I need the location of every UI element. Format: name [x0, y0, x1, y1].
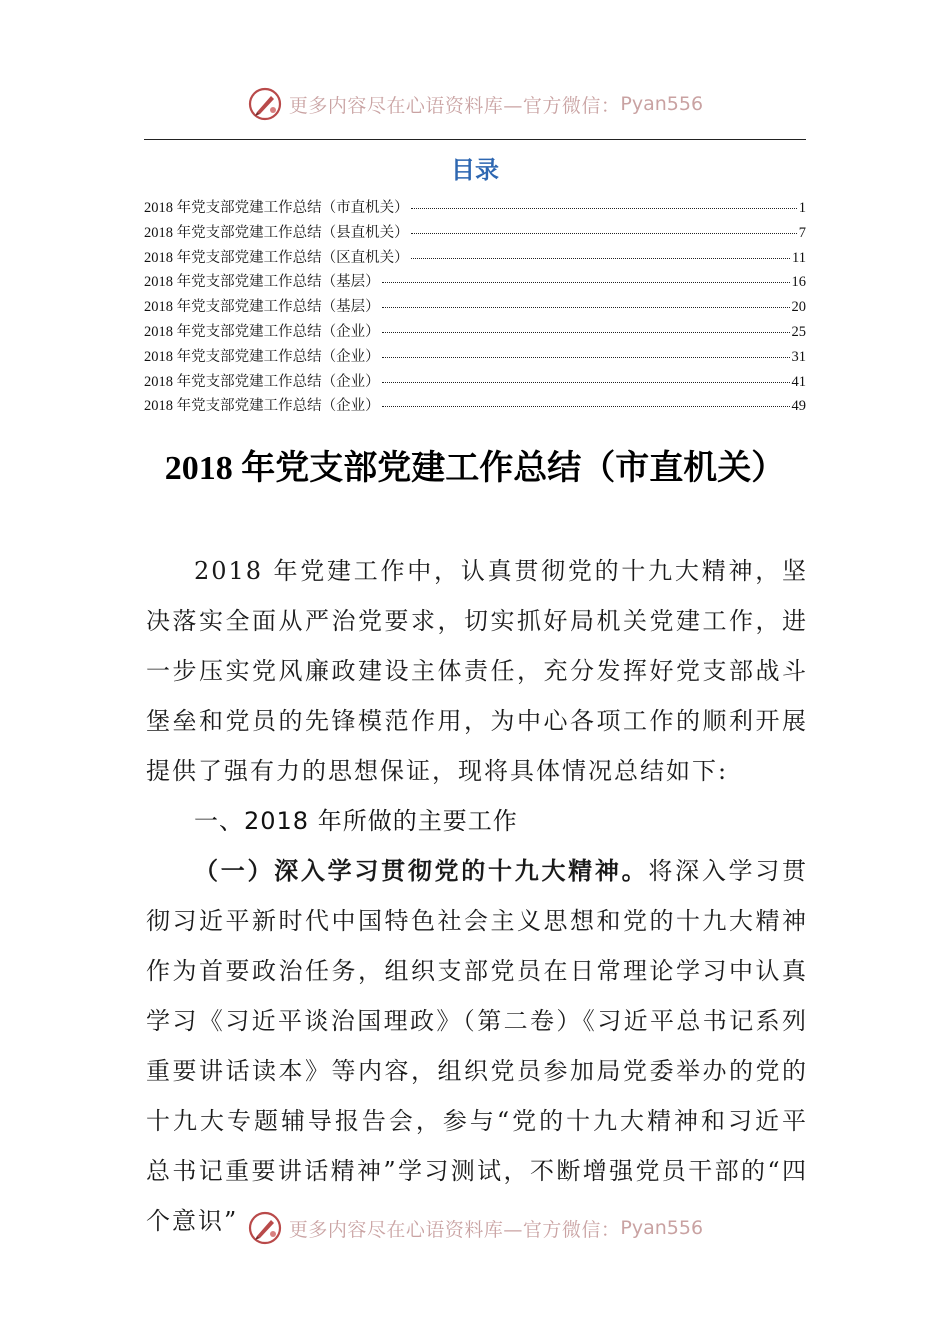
toc-leader	[411, 208, 797, 209]
header-banner	[0, 84, 950, 124]
banner-wechat: Pyan556	[620, 1217, 704, 1239]
toc-entry-title: 2018 年党支部党建工作总结（区直机关）	[144, 249, 409, 266]
toc-entry[interactable]	[144, 394, 806, 419]
toc-entry-page: 20	[791, 299, 806, 316]
toc-leader	[382, 357, 790, 358]
intro-paragraph	[146, 546, 808, 796]
toc-leader	[382, 382, 790, 383]
toc-entry-title: 2018 年党支部党建工作总结（基层）	[144, 299, 380, 316]
toc-entry-title: 2018 年党支部党建工作总结（企业）	[144, 398, 380, 415]
pen-logo-icon	[247, 1210, 283, 1246]
toc-entry-title: 2018 年党支部党建工作总结（企业）	[144, 323, 380, 340]
footer-banner	[0, 1208, 950, 1248]
toc-leader	[382, 332, 790, 333]
intro-text: 2018 年党建工作中，认真贯彻党的十九大精神，坚决落实全面从严治党要求，切实抓好局机关党建工作，进一步压实党风廉政建设主体责任，充分发挥好党支部战斗堡垒和党员的先锋模范作用，为中心各项工作的顺利开展提供了强有力的思想保证，现将具体情况总结如下:	[146, 557, 808, 785]
toc-entry-page: 1	[798, 200, 806, 216]
banner-wechat: Pyan556	[620, 93, 704, 115]
toc-entry-title: 2018 年党支部党建工作总结（企业）	[144, 373, 380, 390]
toc-leader	[411, 233, 797, 234]
banner-text: 更多内容尽在心语资料库—官方微信：	[288, 94, 621, 117]
toc-entry[interactable]	[144, 270, 806, 295]
toc-leader	[411, 258, 790, 259]
toc-entry[interactable]	[144, 295, 806, 320]
toc-entry[interactable]	[144, 246, 806, 271]
table-of-contents	[144, 196, 806, 419]
toc-entry[interactable]	[144, 320, 806, 345]
subsection-text	[146, 846, 808, 1246]
toc-entry[interactable]	[144, 370, 806, 395]
toc-entry-title: 2018 年党支部党建工作总结（企业）	[144, 348, 380, 365]
toc-leader	[382, 406, 790, 407]
header-rule	[144, 139, 806, 140]
document-title: 2018 年党支部党建工作总结（市直机关）	[164, 450, 786, 487]
banner-text: 更多内容尽在心语资料库—官方微信：	[288, 1218, 621, 1241]
toc-entry[interactable]	[144, 221, 806, 246]
toc-entry-page: 41	[791, 373, 806, 390]
subsection-paragraph	[146, 846, 808, 1246]
subsection-body: 将深入学习贯彻习近平新时代中国特色社会主义思想和党的十九大精神作为首要政治任务，组织支部党员在日常理论学习中认真学习《习近平谈治国理政》（第二卷）《习近平总书记系列重要讲话读本》等内容，组织党员参加局党委举办的党的十九大专题辅导报告会，参与“党的十九大精神和习近平总书记重要讲话精神”学习测试，不断增强党员干部的“四个意识”	[146, 857, 809, 1235]
toc-entry-page: 31	[791, 348, 806, 365]
toc-title: 目录	[451, 156, 499, 184]
toc-entry[interactable]	[144, 345, 806, 370]
toc-entry-page: 25	[791, 323, 806, 340]
toc-entry-page: 49	[791, 398, 806, 415]
toc-leader	[382, 282, 790, 283]
section-heading: 一、2018 年所做的主要工作	[194, 807, 518, 835]
toc-entry-page: 16	[791, 274, 806, 291]
toc-entry-page: 7	[798, 224, 806, 241]
toc-entry-title: 2018 年党支部党建工作总结（基层）	[144, 274, 380, 291]
pen-logo-icon	[247, 86, 283, 122]
toc-entry[interactable]	[144, 196, 806, 221]
toc-entry-title: 2018 年党支部党建工作总结（市直机关）	[144, 200, 409, 216]
subsection-lead: （一）深入学习贯彻党的十九大精神。	[194, 857, 649, 885]
toc-entry-page: 11	[792, 249, 806, 266]
toc-leader	[382, 307, 790, 308]
toc-entry-title: 2018 年党支部党建工作总结（县直机关）	[144, 224, 409, 241]
